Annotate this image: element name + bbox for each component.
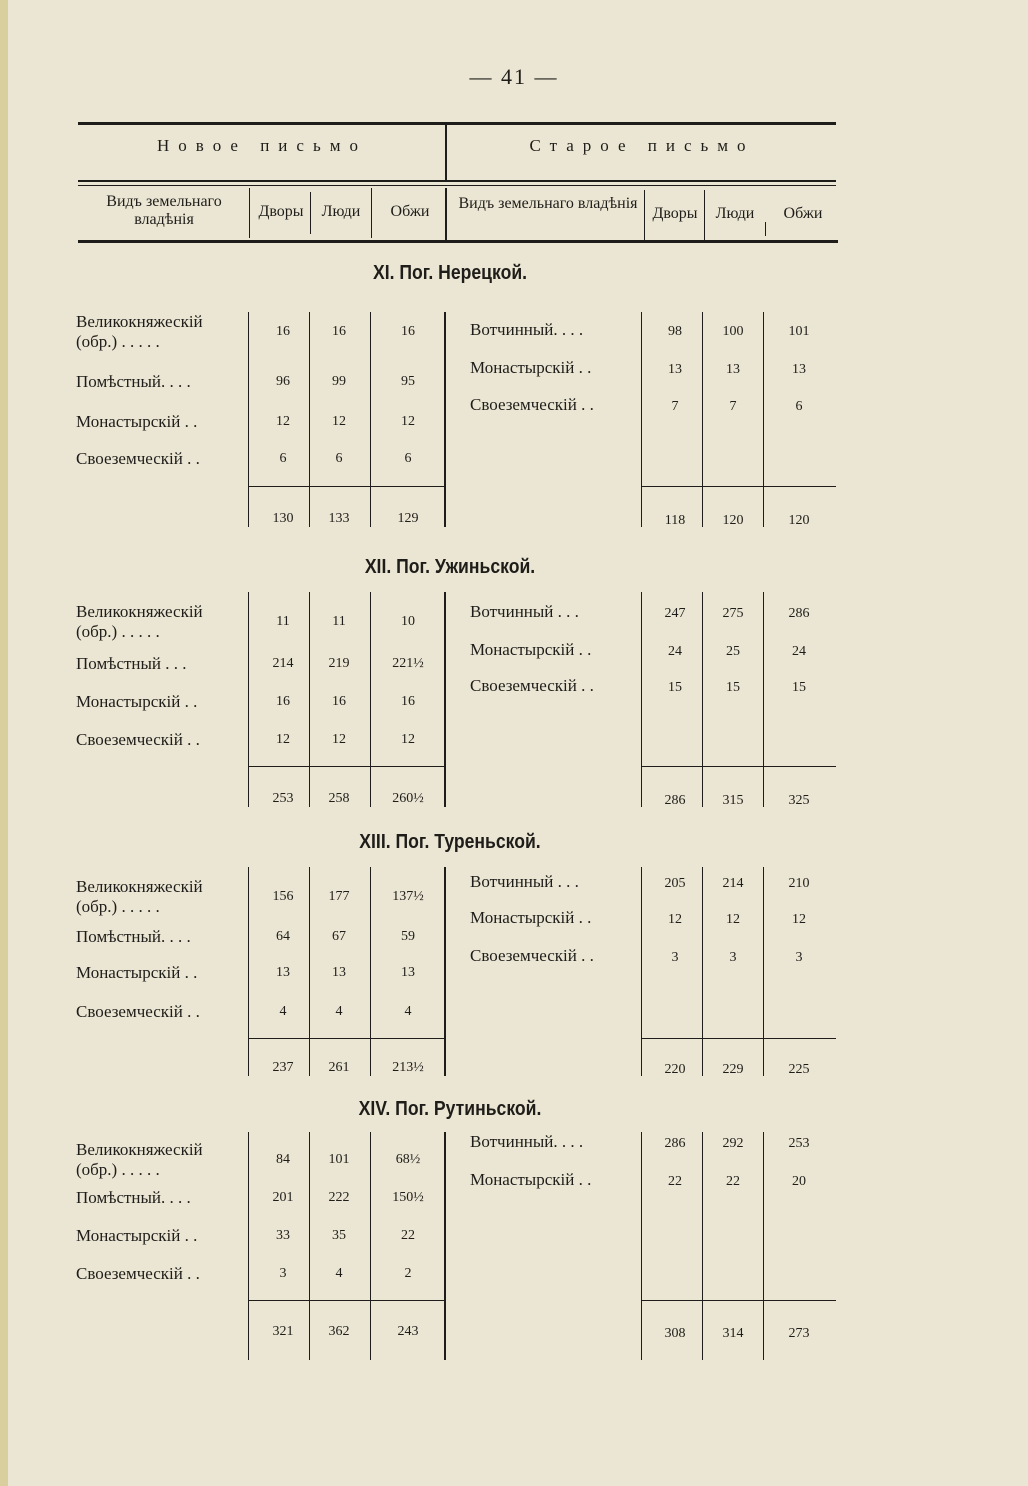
- new-row-label: Своеземческій . .: [76, 1002, 200, 1021]
- new-total-value: 321: [272, 1324, 294, 1339]
- old-row-value: 3: [795, 950, 803, 965]
- old-total-value: 273: [788, 1326, 810, 1341]
- header-rule-mid-2: [78, 185, 836, 186]
- new-total-rule: [248, 486, 444, 487]
- old-row-value: 292: [722, 1136, 744, 1151]
- header-dvory-old: Дворы: [652, 205, 698, 222]
- new-row-value: 16: [401, 694, 415, 709]
- header-divider: [445, 188, 447, 240]
- old-row-label: Монастырскій . .: [470, 640, 592, 659]
- column-rule: [763, 312, 764, 527]
- new-row-value: 6: [404, 451, 412, 466]
- new-row-value: 12: [332, 414, 346, 429]
- new-row-label: Своеземческій . .: [76, 449, 200, 468]
- new-row-label: Монастырскій . .: [76, 412, 198, 431]
- new-row-value: 137½: [392, 889, 424, 904]
- old-row-value: 15: [792, 680, 806, 695]
- new-row-value: 22: [401, 1228, 415, 1243]
- old-row-label: Вотчинный . . .: [470, 602, 579, 621]
- new-total-value: 129: [397, 511, 419, 526]
- old-total-value: 286: [664, 793, 686, 808]
- new-row-value: 12: [401, 414, 415, 429]
- new-total-rule: [248, 1300, 444, 1301]
- new-row-value: 150½: [392, 1190, 424, 1205]
- column-rule: [309, 1132, 310, 1360]
- old-row-value: 15: [668, 680, 682, 695]
- column-rule: [309, 592, 310, 807]
- header-divider: [704, 190, 705, 240]
- new-row-value: 16: [332, 324, 346, 339]
- header-rule-top: [78, 122, 836, 125]
- new-row-value: 12: [276, 732, 290, 747]
- old-row-value: 205: [664, 876, 686, 891]
- new-row-value: 222: [328, 1190, 350, 1205]
- old-row-value: 13: [792, 362, 806, 377]
- column-rule: [248, 867, 249, 1076]
- new-row-value: 95: [401, 374, 415, 389]
- column-rule: [641, 867, 642, 1076]
- old-total-rule: [642, 486, 836, 487]
- new-row-label: Своеземческій . .: [76, 730, 200, 749]
- old-row-value: 7: [729, 399, 737, 414]
- new-row-value: 16: [332, 694, 346, 709]
- old-row-value: 12: [726, 912, 740, 927]
- new-total-value: 213½: [392, 1060, 424, 1075]
- old-row-value: 253: [788, 1136, 810, 1151]
- header-divider-center: [445, 125, 447, 181]
- old-row-value: 275: [722, 606, 744, 621]
- column-rule: [444, 592, 446, 807]
- header-divider: [249, 188, 250, 238]
- column-rule: [370, 1132, 371, 1360]
- header-lyudi-new: Люди: [321, 203, 361, 220]
- new-total-value: 258: [328, 791, 350, 806]
- new-row-value: 11: [276, 614, 290, 629]
- old-row-value: 286: [788, 606, 810, 621]
- column-rule: [641, 1132, 642, 1360]
- old-row-value: 7: [671, 399, 679, 414]
- old-total-rule: [642, 1038, 836, 1039]
- column-rule: [309, 312, 310, 527]
- new-row-value: 2: [404, 1266, 412, 1281]
- new-total-value: 130: [272, 511, 294, 526]
- new-row-label: Помѣстный. . . .: [76, 1188, 191, 1207]
- column-rule: [702, 1132, 703, 1360]
- new-row-value: 219: [328, 656, 350, 671]
- new-row-value: 4: [335, 1266, 343, 1281]
- column-rule: [702, 867, 703, 1076]
- new-row-value: 33: [276, 1228, 290, 1243]
- new-total-value: 243: [397, 1324, 419, 1339]
- old-total-value: 120: [788, 513, 810, 528]
- new-row-value: 201: [272, 1190, 294, 1205]
- old-row-label: Вотчинный. . . .: [470, 1132, 584, 1151]
- new-row-value: 177: [328, 889, 350, 904]
- new-row-label: (обр.) . . . . .: [76, 332, 160, 351]
- old-row-label: Своеземческій . .: [470, 395, 594, 414]
- new-row-value: 16: [276, 694, 290, 709]
- old-row-value: 3: [671, 950, 679, 965]
- header-divider: [644, 190, 645, 240]
- old-total-value: 325: [788, 793, 810, 808]
- new-row-value: 16: [401, 324, 415, 339]
- old-row-value: 12: [668, 912, 682, 927]
- new-row-value: 13: [276, 965, 290, 980]
- column-rule: [641, 592, 642, 807]
- new-row-value: 11: [332, 614, 346, 629]
- column-rule: [444, 312, 446, 527]
- new-row-value: 96: [276, 374, 290, 389]
- old-row-label: Своеземческій . .: [470, 946, 594, 965]
- column-rule: [248, 1132, 249, 1360]
- new-row-label: Великокняжескій: [76, 602, 203, 621]
- new-total-value: 261: [328, 1060, 350, 1075]
- old-row-label: Монастырскій . .: [470, 908, 592, 927]
- new-total-value: 260½: [392, 791, 424, 806]
- column-rule: [763, 1132, 764, 1360]
- new-row-value: 12: [401, 732, 415, 747]
- new-row-value: 64: [276, 929, 290, 944]
- old-total-value: 118: [664, 513, 686, 528]
- header-divider: [765, 222, 766, 236]
- new-row-value: 4: [404, 1004, 412, 1019]
- column-rule: [248, 592, 249, 807]
- new-total-value: 362: [328, 1324, 350, 1339]
- old-total-value: 315: [722, 793, 744, 808]
- old-total-value: 308: [664, 1326, 686, 1341]
- new-row-label: (обр.) . . . . .: [76, 1160, 160, 1179]
- section-title: XII. Пог. Ужиньской.: [364, 556, 536, 578]
- new-row-value: 99: [332, 374, 346, 389]
- new-row-value: 59: [401, 929, 415, 944]
- header-new-letter: Новое письмо: [157, 136, 367, 155]
- old-row-value: 13: [726, 362, 740, 377]
- new-row-value: 4: [279, 1004, 287, 1019]
- new-row-label: Великокняжескій: [76, 312, 203, 331]
- old-row-value: 25: [726, 644, 740, 659]
- column-rule: [370, 592, 371, 807]
- header-kind-old: Видъ земельнаго владѣнія: [458, 195, 638, 212]
- old-total-value: 229: [722, 1062, 744, 1077]
- new-row-label: Великокняжескій: [76, 1140, 203, 1159]
- column-rule: [309, 867, 310, 1076]
- section-title: XIV. Пог. Рутиньской.: [358, 1098, 542, 1120]
- header-old-letter: Старое письмо: [529, 136, 755, 155]
- new-row-value: 6: [279, 451, 287, 466]
- old-row-value: 214: [722, 876, 744, 891]
- column-rule: [444, 1132, 446, 1360]
- column-rule: [370, 312, 371, 527]
- old-row-value: 24: [668, 644, 682, 659]
- old-row-value: 22: [668, 1174, 682, 1189]
- section-title: XIII. Пог. Туреньской.: [359, 831, 541, 853]
- new-row-label: Монастырскій . .: [76, 692, 198, 711]
- old-row-value: 100: [722, 324, 744, 339]
- new-row-value: 68½: [395, 1152, 421, 1167]
- page-edge: [0, 0, 8, 1486]
- header-rule-bottom: [78, 240, 838, 243]
- section-title: XI. Пог. Нерецкой.: [372, 262, 528, 284]
- old-total-value: 314: [722, 1326, 744, 1341]
- new-row-value: 12: [276, 414, 290, 429]
- new-row-value: 67: [332, 929, 346, 944]
- column-rule: [702, 312, 703, 527]
- column-rule: [763, 592, 764, 807]
- old-row-value: 20: [792, 1174, 806, 1189]
- old-row-value: 22: [726, 1174, 740, 1189]
- new-total-value: 133: [328, 511, 350, 526]
- old-total-value: 120: [722, 513, 744, 528]
- new-row-value: 84: [276, 1152, 290, 1167]
- new-row-value: 16: [276, 324, 290, 339]
- old-row-label: Монастырскій . .: [470, 1170, 592, 1189]
- header-obzhi-new: Обжи: [390, 203, 430, 220]
- header-divider: [310, 192, 311, 234]
- header-dvory-new: Дворы: [258, 203, 304, 220]
- old-row-label: Монастырскій . .: [470, 358, 592, 377]
- new-row-label: Своеземческій . .: [76, 1264, 200, 1283]
- old-row-value: 3: [729, 950, 737, 965]
- new-row-value: 3: [279, 1266, 287, 1281]
- new-row-label: Помѣстный. . . .: [76, 927, 191, 946]
- column-rule: [370, 867, 371, 1076]
- new-row-value: 13: [401, 965, 415, 980]
- header-obzhi-old: Обжи: [783, 205, 823, 222]
- new-row-value: 101: [328, 1152, 350, 1167]
- page-number: — 41 —: [469, 64, 559, 89]
- old-total-value: 220: [664, 1062, 686, 1077]
- old-row-value: 101: [788, 324, 810, 339]
- old-row-value: 286: [664, 1136, 686, 1151]
- column-rule: [702, 592, 703, 807]
- new-row-value: 12: [332, 732, 346, 747]
- old-row-value: 210: [788, 876, 810, 891]
- old-row-value: 24: [792, 644, 806, 659]
- header-lyudi-old: Люди: [715, 205, 755, 222]
- new-row-value: 214: [272, 656, 294, 671]
- new-row-value: 4: [335, 1004, 343, 1019]
- new-row-value: 35: [332, 1228, 346, 1243]
- old-row-value: 15: [726, 680, 740, 695]
- old-row-value: 12: [792, 912, 806, 927]
- old-row-value: 6: [795, 399, 803, 414]
- new-row-label: Великокняжескій: [76, 877, 203, 896]
- new-row-value: 10: [401, 614, 415, 629]
- column-rule: [248, 312, 249, 527]
- column-rule: [763, 867, 764, 1076]
- header-rule-mid-1: [78, 180, 836, 182]
- column-rule: [444, 867, 446, 1076]
- new-row-value: 156: [272, 889, 294, 904]
- column-rule: [641, 312, 642, 527]
- new-row-label: Помѣстный . . .: [76, 654, 187, 673]
- new-total-value: 237: [272, 1060, 294, 1075]
- new-total-rule: [248, 766, 444, 767]
- new-row-label: (обр.) . . . . .: [76, 622, 160, 641]
- old-row-label: Вотчинный . . .: [470, 872, 579, 891]
- header-kind-new: Видъ земельнаго владѣнія: [106, 193, 222, 228]
- old-total-rule: [642, 1300, 836, 1301]
- new-row-value: 13: [332, 965, 346, 980]
- new-row-value: 221½: [392, 656, 424, 671]
- new-row-label: (обр.) . . . . .: [76, 897, 160, 916]
- old-row-value: 247: [664, 606, 686, 621]
- old-row-label: Вотчинный. . . .: [470, 320, 584, 339]
- old-total-value: 225: [788, 1062, 810, 1077]
- old-row-value: 13: [668, 362, 682, 377]
- new-row-label: Помѣстный. . . .: [76, 372, 191, 391]
- new-row-label: Монастырскій . .: [76, 963, 198, 982]
- header-divider: [371, 188, 372, 238]
- new-row-value: 6: [335, 451, 343, 466]
- old-total-rule: [642, 766, 836, 767]
- new-row-label: Монастырскій . .: [76, 1226, 198, 1245]
- new-total-value: 253: [272, 791, 294, 806]
- new-total-rule: [248, 1038, 444, 1039]
- old-row-label: Своеземческій . .: [470, 676, 594, 695]
- old-row-value: 98: [668, 324, 682, 339]
